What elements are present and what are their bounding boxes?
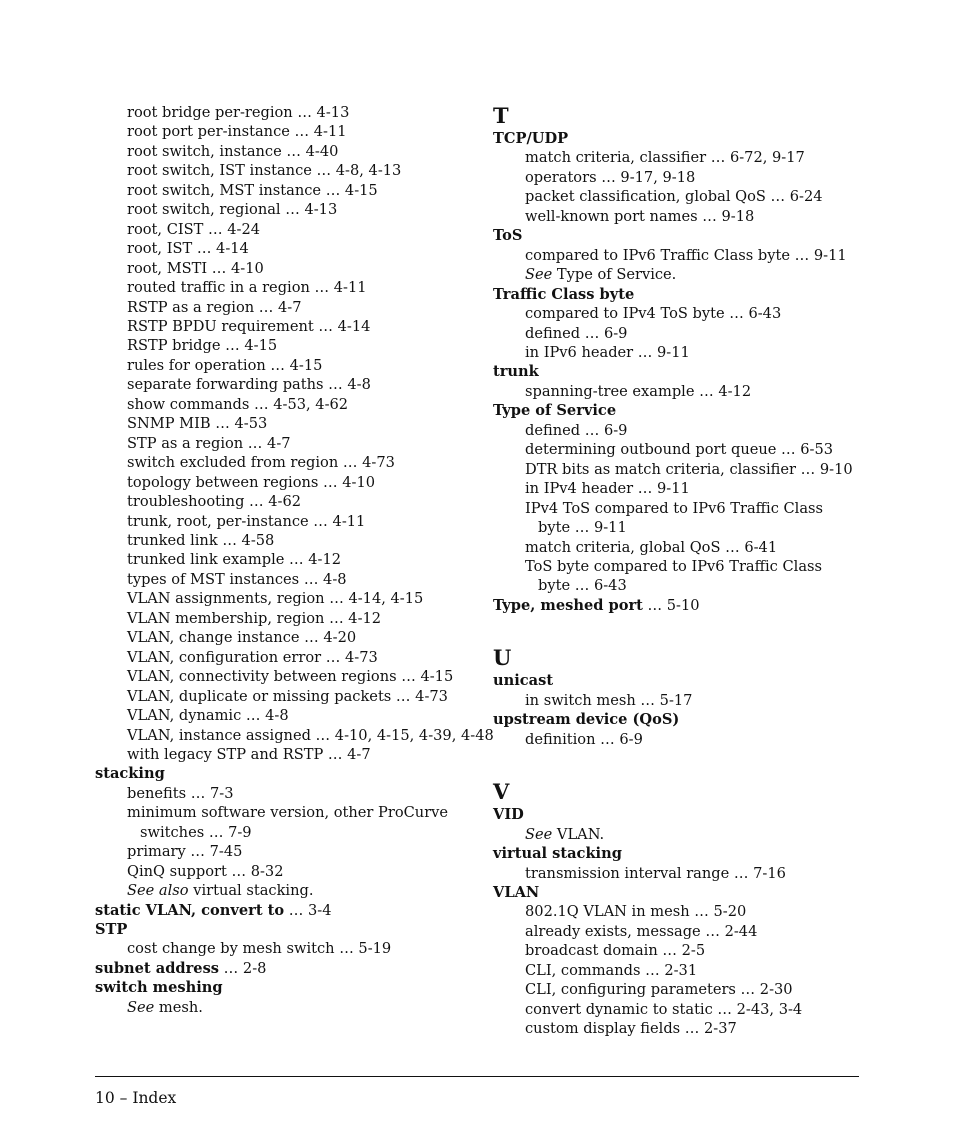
see-reference: See (525, 266, 553, 284)
index-subentry (493, 941, 873, 960)
index-term (493, 883, 873, 902)
entry-text: root switch, MST instance … 4-15 (127, 181, 378, 199)
entry-text: root, MSTI … 4-10 (127, 259, 264, 277)
index-subentry (95, 356, 475, 375)
entry-text: TCP/UDP (493, 130, 569, 147)
entry-text: root, IST … 4-14 (127, 240, 249, 258)
section-gap (493, 615, 873, 635)
entry-text: broadcast domain … 2-5 (525, 942, 706, 960)
section-gap (493, 749, 873, 769)
entry-text: VLAN membership, region … 4-12 (127, 609, 382, 627)
index-term (95, 764, 475, 783)
index-term (493, 226, 873, 245)
entry-text: root, CIST … 4-24 (127, 220, 261, 238)
entry-text: types of MST instances … 4-8 (127, 570, 347, 588)
entry-text: SNMP MIB … 4-53 (127, 415, 268, 433)
index-right-column (493, 103, 873, 1039)
index-subentry (493, 479, 873, 498)
entry-text: switch meshing (95, 979, 223, 997)
entry-text: well-known port names … 9-18 (525, 207, 755, 225)
entry-text: spanning-tree example … 4-12 (525, 382, 752, 400)
entry-text: VLAN, dynamic … 4-8 (127, 707, 289, 725)
entry-text: with legacy STP and RSTP … 4-7 (127, 745, 371, 763)
index-subentry (493, 421, 873, 440)
entry-text: match criteria, global QoS … 6-41 (525, 538, 778, 556)
index-term (493, 596, 873, 615)
entry-text: RSTP BPDU requirement … 4-14 (127, 317, 371, 335)
see-reference: See (525, 825, 553, 843)
entry-text: ToS byte compared to IPv6 Traffic Class (525, 557, 822, 575)
index-subentry (95, 667, 475, 686)
index-subentry (493, 576, 873, 595)
entry-text: trunk (493, 363, 539, 381)
entry-text: stacking (95, 765, 165, 783)
entry-text: Type, meshed port (493, 596, 643, 614)
entry-text: byte … 6-43 (538, 577, 627, 595)
entry-text: VLAN (493, 883, 540, 901)
index-term (493, 805, 873, 824)
index-subentry (493, 440, 873, 459)
index-subentry (95, 298, 475, 317)
entry-text: cost change by mesh switch … 5-19 (127, 940, 392, 958)
entry-text: ToS (493, 227, 523, 245)
index-subentry (493, 207, 873, 226)
entry-text: CLI, configuring parameters … 2-30 (525, 981, 793, 999)
index-subentry (493, 1019, 873, 1038)
index-subentry (95, 939, 475, 958)
index-term (95, 978, 475, 997)
index-subentry (95, 200, 475, 219)
index-subentry (95, 181, 475, 200)
index-subentry (95, 414, 475, 433)
index-subentry (95, 278, 475, 297)
entry-text: CLI, commands … 2-31 (525, 961, 698, 979)
entry-text: DTR bits as match criteria, classifier … 9-10 (525, 460, 853, 478)
index-subentry (493, 187, 873, 206)
entry-text: compared to IPv6 Traffic Class byte … 9-11 (525, 246, 847, 264)
page-footer: 10 – Index (95, 1089, 177, 1107)
index-term (493, 129, 873, 148)
section-letter: T (493, 103, 509, 128)
entry-text: VLAN, instance assigned … 4-10, 4-15, 4-39, 4-48 (127, 726, 494, 744)
index-subentry (493, 324, 873, 343)
entry-text: rules for operation … 4-15 (127, 356, 323, 374)
index-subentry (95, 745, 475, 764)
entry-text: Type of Service (493, 402, 617, 420)
index-subentry (95, 628, 475, 647)
index-left-column (95, 103, 494, 1017)
entry-text: root bridge per-region … 4-13 (127, 104, 350, 121)
index-subentry (493, 460, 873, 479)
index-subentry (493, 499, 873, 518)
entry-text: defined … 6-9 (525, 324, 628, 342)
entry-text: STP (95, 921, 128, 939)
entry-text: QinQ support … 8-32 (127, 862, 284, 880)
entry-text: Traffic Class byte (493, 285, 635, 303)
entry-text: match criteria, classifier … 6-72, 9-17 (525, 149, 805, 167)
entry-text: mesh. (154, 998, 203, 1016)
entry-text: separate forwarding paths … 4-8 (127, 376, 371, 394)
index-subentry (95, 589, 475, 608)
see-reference: See (127, 998, 155, 1016)
page-reference: … 3-4 (284, 901, 332, 919)
entry-text: primary … 7-45 (127, 843, 243, 861)
index-subentry (493, 148, 873, 167)
index-subentry (95, 259, 475, 278)
entry-text: VLAN, duplicate or missing packets … 4-73 (127, 687, 448, 705)
index-subentry (493, 343, 873, 362)
entry-text: troubleshooting … 4-62 (127, 493, 302, 511)
entry-text: RSTP as a region … 4-7 (127, 298, 302, 316)
index-subentry (95, 142, 475, 161)
index-subentry (95, 375, 475, 394)
entry-text: VLAN, configuration error … 4-73 (127, 648, 378, 666)
index-term (493, 362, 873, 381)
index-subentry (95, 103, 475, 122)
index-subentry (95, 706, 475, 725)
entry-text: transmission interval range … 7-16 (525, 864, 786, 882)
index-subentry (95, 512, 475, 531)
entry-text: routed traffic in a region … 4-11 (127, 279, 367, 297)
entry-text: trunked link … 4-58 (127, 531, 275, 549)
entry-text: VLAN, change instance … 4-20 (127, 629, 357, 647)
entry-text: VLAN, connectivity between regions … 4-15 (127, 668, 454, 686)
index-subentry (95, 726, 494, 745)
entry-text: unicast (493, 672, 554, 690)
index-subentry (493, 864, 873, 883)
entry-text: already exists, message … 2-44 (525, 922, 758, 940)
entry-text: Type of Service. (552, 266, 677, 284)
index-subentry (95, 862, 475, 881)
entry-text: operators … 9-17, 9-18 (525, 168, 696, 186)
entry-text: subnet address (95, 959, 220, 977)
entry-text: switches … 7-9 (140, 823, 252, 841)
index-term (95, 959, 475, 978)
entry-text: root port per-instance … 4-11 (127, 123, 347, 141)
index-subentry (95, 453, 475, 472)
index-subentry (95, 473, 475, 492)
see-reference: See also (127, 882, 189, 900)
entry-text: packet classification, global QoS … 6-24 (525, 188, 823, 206)
entry-text: RSTP bridge … 4-15 (127, 337, 278, 355)
entry-text: STP as a region … 4-7 (127, 434, 291, 452)
index-subentry (95, 161, 475, 180)
index-term (493, 401, 873, 420)
entry-text: 802.1Q VLAN in mesh … 5-20 (525, 903, 747, 921)
index-subentry (493, 557, 873, 576)
index-subentry (95, 570, 475, 589)
index-subentry (95, 648, 475, 667)
entry-text: determining outbound port queue … 6-53 (525, 441, 834, 459)
index-subentry (95, 220, 475, 239)
index-term (493, 710, 873, 729)
index-subentry (493, 1000, 873, 1019)
entry-text: root switch, IST instance … 4-8, 4-13 (127, 162, 402, 180)
entry-text: minimum software version, other ProCurve (127, 804, 449, 822)
index-term (95, 920, 475, 939)
entry-text: IPv4 ToS compared to IPv6 Traffic Class (525, 499, 824, 517)
index-subentry (95, 122, 475, 141)
entry-text: virtual stacking. (188, 882, 314, 900)
index-subentry (493, 246, 873, 265)
index-term (493, 671, 873, 690)
entry-text: root switch, instance … 4-40 (127, 142, 339, 160)
entry-text: compared to IPv4 ToS byte … 6-43 (525, 305, 782, 323)
section-letter: U (493, 645, 512, 671)
index-subentry (95, 687, 475, 706)
index-subentry (95, 803, 475, 822)
index-subentry (493, 691, 873, 710)
index-subentry (493, 961, 873, 980)
index-subentry (493, 265, 873, 284)
entry-text: VLAN assignments, region … 4-14, 4-15 (127, 590, 424, 608)
entry-text: switch excluded from region … 4-73 (127, 454, 395, 472)
entry-text: in switch mesh … 5-17 (525, 691, 693, 709)
entry-text: trunked link example … 4-12 (127, 551, 342, 569)
entry-text: upstream device (QoS) (493, 711, 680, 729)
page-reference: … 2-8 (219, 959, 267, 977)
index-subentry (493, 902, 873, 921)
entry-text: root switch, regional … 4-13 (127, 201, 338, 219)
entry-text: virtual stacking (493, 845, 622, 863)
entry-text: byte … 9-11 (538, 519, 627, 537)
index-subentry (95, 336, 475, 355)
entry-text: definition … 6-9 (525, 730, 643, 748)
index-term (493, 844, 873, 863)
index-subentry (95, 998, 475, 1017)
index-subentry (493, 304, 873, 323)
index-subentry (493, 922, 873, 941)
index-subentry (95, 550, 475, 569)
index-subentry (493, 168, 873, 187)
index-subentry (95, 317, 475, 336)
index-subentry (95, 823, 475, 842)
index-subentry (95, 239, 475, 258)
index-subentry (493, 825, 873, 844)
index-subentry (95, 531, 475, 550)
index-subentry (95, 609, 475, 628)
index-subentry (95, 492, 475, 511)
index-term (493, 285, 873, 304)
page-reference: … 5-10 (642, 596, 700, 614)
index-term (95, 901, 475, 920)
entry-text: benefits … 7-3 (127, 784, 234, 802)
index-subentry (493, 980, 873, 999)
entry-text: custom display fields … 2-37 (525, 1020, 737, 1038)
index-subentry (95, 881, 475, 900)
index-subentry (95, 395, 475, 414)
index-subentry (493, 518, 873, 537)
entry-text: convert dynamic to static … 2-43, 3-4 (525, 1000, 803, 1018)
entry-text: in IPv6 header … 9-11 (525, 343, 690, 361)
section-letter: V (493, 779, 510, 805)
index-subentry (95, 784, 475, 803)
index-subentry (95, 842, 475, 861)
entry-text: show commands … 4-53, 4-62 (127, 395, 349, 413)
index-subentry (493, 730, 873, 749)
entry-text: VLAN. (552, 825, 605, 843)
index-subentry (493, 382, 873, 401)
footer-rule (95, 1076, 859, 1077)
entry-text: trunk, root, per-instance … 4-11 (127, 512, 366, 530)
entry-text: VID (493, 806, 524, 824)
entry-text: defined … 6-9 (525, 421, 628, 439)
entry-text: in IPv4 header … 9-11 (525, 480, 690, 498)
index-subentry (95, 434, 475, 453)
index-subentry (493, 538, 873, 557)
entry-text: static VLAN, convert to (95, 901, 285, 919)
entry-text: topology between regions … 4-10 (127, 473, 376, 491)
